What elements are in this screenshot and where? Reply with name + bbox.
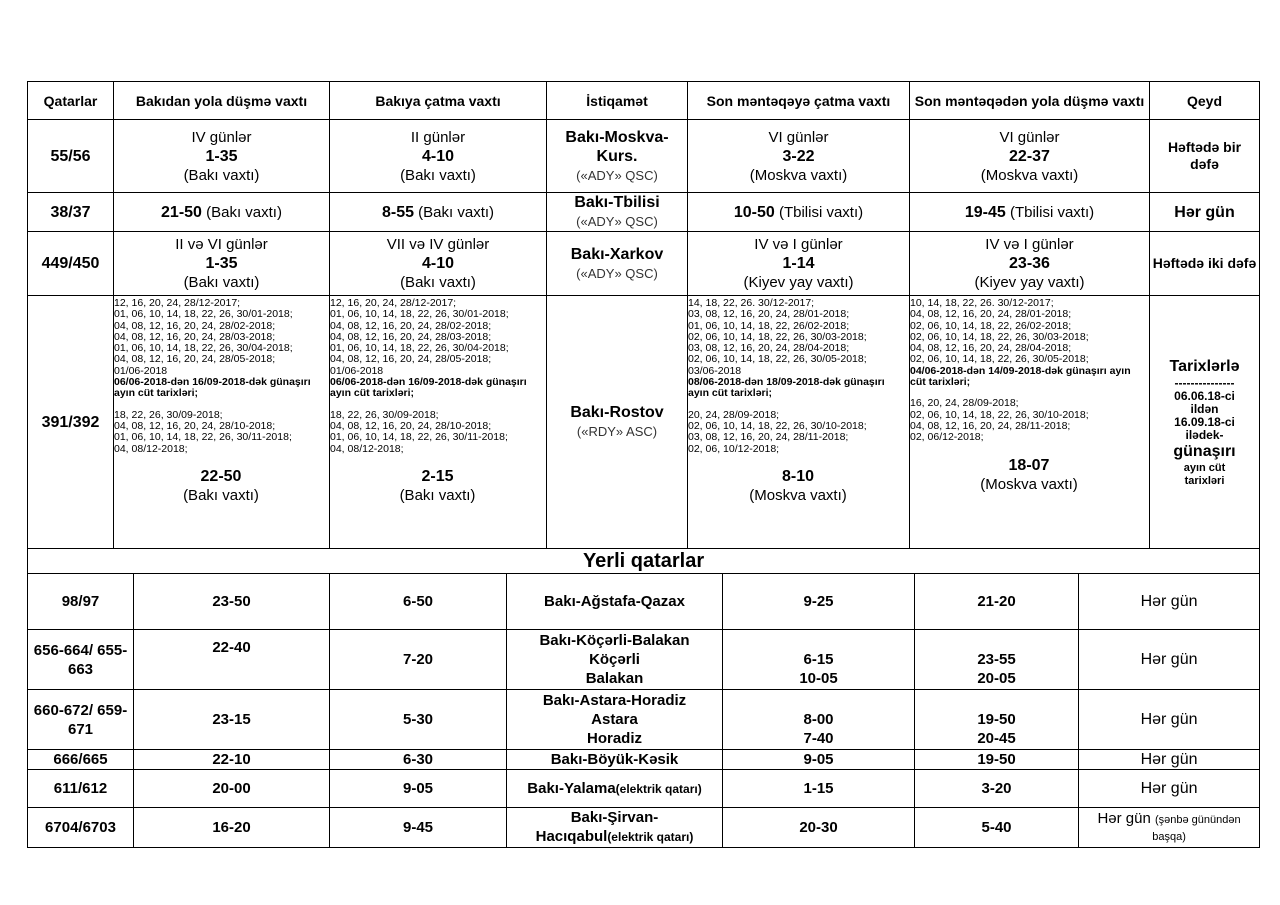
terminal-arrival-cell — [723, 630, 915, 690]
table-row — [28, 770, 1260, 808]
zone-text: (Tbilisi vaxtı) — [1009, 203, 1095, 221]
date-range-text: 04/06-2018-dən 14/09-2018-dək günaşırı ayın cüt tarixləri; — [910, 364, 1131, 389]
zone-text: (Bakı vaxtı) — [183, 486, 259, 504]
time-block — [688, 467, 908, 505]
note-line: 16.09.18-ci — [1174, 414, 1235, 429]
arrival-cell — [330, 193, 547, 232]
arrival-time: 6-50 — [330, 574, 507, 630]
note-cell: Hər gün — [1079, 630, 1260, 690]
date-line: 04, 08, 12, 16, 20, 24, 28/10-2018; — [330, 419, 492, 432]
note-line: ilədek- — [1185, 427, 1224, 442]
date-line: 12, 16, 20, 24, 28/12-2017; — [114, 297, 241, 309]
date-range-text: 06/06-2018-dən 16/09-2018-dək günaşırı ayın cüt tarixləri; — [330, 376, 527, 400]
date-line: 12, 16, 20, 24, 28/12-2017; — [330, 297, 457, 309]
direction-name: Bakı-Xarkov — [570, 245, 664, 263]
time-block — [330, 467, 545, 505]
departure-time: 20-00 — [134, 770, 330, 808]
date-line: 16, 20, 24, 28/09-2018; — [910, 397, 1019, 410]
time-text: 22-37 — [1009, 147, 1050, 165]
time-text: 19-45 — [964, 203, 1006, 221]
terminal-departure-dates-cell — [910, 296, 1150, 549]
note-line: tarixləri — [1184, 474, 1225, 487]
time-text: 8-00 — [803, 710, 834, 728]
date-line: 04, 08, 12, 16, 20, 24, 28/03-2018; — [114, 330, 276, 343]
direction-name: Bakı-Moskva-Kurs. — [565, 128, 669, 165]
note-cell: Hər gün — [1079, 574, 1260, 630]
date-line: 04, 08, 12, 16, 20, 24, 28/11-2018; — [910, 419, 1071, 432]
train-type: (elektrik qatarı) — [615, 781, 702, 796]
date-line: 02, 06, 10, 14, 18, 22, 26, 30/03-2018; — [910, 330, 1089, 343]
time-text: 3-22 — [782, 147, 815, 165]
header-departure-baku: Bakıdan yola düşmə vaxtı — [114, 82, 330, 120]
train-number: 391/392 — [28, 296, 114, 549]
time-text: 19-50 — [977, 710, 1016, 728]
departure-cell — [114, 193, 330, 232]
train-number: 656-664/ 655-663 — [28, 630, 134, 690]
date-line: 01/06-2018 — [330, 364, 384, 377]
note-line: 06.06.18-ci — [1174, 388, 1235, 403]
date-line: 04, 08, 12, 16, 20, 24, 28/01-2018; — [910, 308, 1072, 321]
train-number: 666/665 — [28, 750, 134, 770]
direction-cell — [507, 630, 723, 690]
date-line: 02, 06, 10, 14, 18, 22, 26, 30/05-2018; — [910, 353, 1089, 366]
time-block — [114, 467, 328, 505]
date-line: 03/06-2018 — [688, 364, 742, 377]
date-line: 20, 24, 28/09-2018; — [688, 408, 780, 421]
departure-time: 23-50 — [134, 574, 330, 630]
direction-cell — [507, 690, 723, 750]
departure-time: 22-10 — [134, 750, 330, 770]
date-line: 02, 06, 10, 14, 18, 22, 26, 30/10-2018; — [688, 419, 867, 432]
date-line: 01/06-2018 — [114, 364, 168, 377]
zone-text: (Moskva vaxtı) — [749, 486, 847, 504]
train-number: 98/97 — [28, 574, 134, 630]
time-text: 20-45 — [977, 729, 1016, 747]
departure-dates-cell — [114, 296, 330, 549]
terminal-arrival-cell — [688, 120, 910, 193]
terminal-departure-time: 21-20 — [915, 574, 1079, 630]
arrival-time: 6-30 — [330, 750, 507, 770]
time-block — [910, 456, 1148, 494]
direction-cell — [507, 770, 723, 808]
direction-cell — [547, 193, 688, 232]
date-line: 01, 06, 10, 14, 18, 22, 26, 30/01-2018; — [330, 308, 509, 321]
time-text: 21-50 — [161, 203, 202, 221]
zone-text: (Bakı vaxtı) — [183, 274, 260, 291]
train-number: 449/450 — [28, 232, 114, 296]
date-line: 14, 18, 22, 26. 30/12-2017; — [688, 297, 815, 309]
time-text: 10-50 — [733, 203, 775, 221]
note-cell: Hər gün — [1079, 770, 1260, 808]
note-line: günaşırı — [1173, 442, 1236, 460]
zone-text: (Tbilisi vaxtı) — [778, 203, 864, 221]
date-line: 01, 06, 10, 14, 18, 22, 26/02-2018; — [688, 319, 850, 332]
note-cell: Hər gün — [1079, 690, 1260, 750]
date-line: 02, 06, 10, 14, 18, 22, 26/02-2018; — [910, 319, 1072, 332]
terminal-arrival-time: 20-30 — [723, 808, 915, 848]
zone-text: (Kiyev yay vaxtı) — [974, 274, 1085, 291]
terminal-departure-time: 3-20 — [915, 770, 1079, 808]
zone-text: (Moskva vaxtı) — [980, 475, 1078, 493]
stop-name: Astara — [591, 711, 638, 728]
train-number: 660-672/ 659-671 — [28, 690, 134, 750]
header-arrival-baku: Bakıya çatma vaxtı — [330, 82, 547, 120]
days-text: VI günlər — [999, 128, 1060, 146]
direction-name: Bakı-Tbilisi — [574, 194, 660, 211]
days-text: IV və I günlər — [985, 236, 1074, 253]
arrival-dates-cell — [330, 296, 547, 549]
header-departure-terminal: Son məntəqədən yola düşmə vaxtı — [910, 82, 1150, 120]
date-line: 01, 06, 10, 14, 18, 22, 26, 30/11-2018; — [330, 431, 508, 444]
time-text: 1-35 — [205, 147, 238, 165]
note-detail: (şənbə günündən başqa) — [1152, 813, 1241, 843]
direction-cell — [547, 232, 688, 296]
time-text: 23-55 — [977, 650, 1016, 668]
date-line: 10, 14, 18, 22, 26. 30/12-2017; — [910, 297, 1054, 309]
arrival-time: 7-20 — [330, 630, 507, 690]
direction-cell — [507, 808, 723, 848]
timetable-sheet — [27, 81, 1259, 848]
date-line: 04, 08, 12, 16, 20, 24, 28/02-2018; — [114, 319, 276, 332]
header-row — [28, 82, 1260, 120]
note-cell: Hər gün — [1150, 193, 1260, 232]
arrival-time: 5-30 — [330, 690, 507, 750]
terminal-departure-cell — [915, 690, 1079, 750]
direction-name: Bakı-Rostov — [570, 404, 664, 421]
note-head: Tarixlərlə — [1169, 357, 1240, 375]
terminal-departure-time: 5-40 — [915, 808, 1079, 848]
stop-name: Balakan — [585, 670, 644, 687]
train-number: 55/56 — [28, 120, 114, 193]
header-trains: Qatarlar — [28, 82, 114, 120]
direction-name: Bakı-Şirvan- — [570, 809, 659, 826]
table-row — [28, 232, 1260, 296]
time-text: 7-40 — [803, 729, 834, 747]
train-number: 611/612 — [28, 770, 134, 808]
date-range-text: 06/06-2018-dən 16/09-2018-dək günaşırı ayın cüt tarixləri; — [114, 376, 311, 400]
date-line: 18, 22, 26, 30/09-2018; — [330, 408, 439, 421]
header-note: Qeyd — [1150, 82, 1260, 120]
header-direction: İstiqamət — [547, 82, 688, 120]
terminal-departure-cell — [910, 232, 1150, 296]
note-cell — [1150, 296, 1260, 549]
time-text: 1-35 — [205, 255, 238, 272]
table-row — [28, 750, 1260, 770]
zone-text: (Bakı vaxtı) — [418, 203, 495, 221]
date-line: 04, 08, 12, 16, 20, 24, 28/10-2018; — [114, 419, 276, 432]
terminal-arrival-cell — [688, 232, 910, 296]
date-line: 03, 08, 12, 16, 20, 24, 28/01-2018; — [688, 308, 850, 321]
operator-text: («ADY» QSC) — [576, 265, 658, 281]
date-line: 01, 06, 10, 14, 18, 22, 26, 30/04-2018; — [114, 342, 293, 355]
arrival-time: 9-45 — [330, 808, 507, 848]
note-cell — [1079, 808, 1260, 848]
table-row — [28, 574, 1260, 630]
date-line: 18, 22, 26, 30/09-2018; — [114, 408, 223, 421]
days-text: II günlər — [410, 128, 466, 146]
zone-text: (Bakı vaxtı) — [400, 166, 476, 184]
date-line: 04, 08, 12, 16, 20, 24, 28/02-2018; — [330, 319, 492, 332]
table-row — [28, 630, 1260, 690]
date-line: 02, 06, 10/12-2018; — [688, 442, 780, 455]
date-line: 03, 08, 12, 16, 20, 24, 28/11-2018; — [688, 431, 849, 444]
date-line: 02, 06, 10, 14, 18, 22, 26, 30/05-2018; — [688, 353, 867, 366]
direction-name: Hacıqabul — [535, 828, 608, 845]
arrival-cell — [330, 232, 547, 296]
header-arrival-terminal: Son məntəqəyə çatma vaxtı — [688, 82, 910, 120]
date-line: 04, 08, 12, 16, 20, 24, 28/03-2018; — [330, 330, 492, 343]
departure-cell — [114, 232, 330, 296]
time-text: 8-10 — [781, 467, 815, 485]
train-number: 38/37 — [28, 193, 114, 232]
date-line: 02, 06/12-2018; — [910, 431, 984, 444]
direction-name: Bakı-Astara-Horadiz — [542, 692, 687, 709]
zone-text: (Moskva vaxtı) — [749, 166, 848, 184]
operator-text: («ADY» QSC) — [576, 214, 658, 229]
section-row — [28, 549, 1260, 574]
time-text: 2-15 — [421, 467, 454, 485]
time-text: 4-10 — [421, 255, 455, 272]
operator-text: («RDY» ASC) — [576, 424, 658, 439]
terminal-departure-cell — [910, 193, 1150, 232]
time-text: 20-05 — [977, 669, 1016, 687]
time-text: 23-36 — [1009, 255, 1050, 272]
date-line: 01, 06, 10, 14, 18, 22, 26, 30/04-2018; — [330, 342, 509, 355]
time-text: 22-50 — [200, 467, 242, 485]
date-line: 03, 08, 12, 16, 20, 24, 28/04-2018; — [688, 342, 850, 355]
terminal-departure-cell — [915, 630, 1079, 690]
direction-cell — [547, 296, 688, 549]
date-line: 02, 06, 10, 14, 18, 22, 26, 30/03-2018; — [688, 330, 867, 343]
departure-time: 22-40 — [134, 630, 330, 690]
date-line: 04, 08, 12, 16, 20, 24, 28/05-2018; — [114, 353, 276, 366]
table-row — [28, 808, 1260, 848]
stop-name: Köçərli — [589, 651, 640, 668]
zone-text: (Moskva vaxtı) — [980, 166, 1079, 184]
arrival-cell — [330, 120, 547, 193]
note-line: ayın cüt — [1183, 461, 1226, 474]
international-trains-table — [27, 81, 1260, 549]
note-divider: --------------- — [1174, 375, 1235, 390]
note-cell: Həftədə bir dəfə — [1150, 120, 1260, 193]
date-line: 04, 08, 12, 16, 20, 24, 28/05-2018; — [330, 353, 492, 366]
zone-text: (Bakı vaxtı) — [206, 203, 282, 221]
table-row — [28, 296, 1260, 549]
terminal-arrival-time: 9-25 — [723, 574, 915, 630]
note-cell: Həftədə iki dəfə — [1150, 232, 1260, 296]
days-text: IV günlər — [191, 128, 252, 146]
arrival-time: 9-05 — [330, 770, 507, 808]
direction-name: Bakı-Yalama — [527, 779, 616, 797]
note-line: ildən — [1190, 401, 1219, 416]
time-text: 4-10 — [421, 147, 455, 165]
note-cell: Hər gün — [1079, 750, 1260, 770]
time-text: 1-14 — [782, 255, 815, 272]
days-text: VII və IV günlər — [386, 236, 490, 253]
days-text: II və VI günlər — [175, 236, 268, 253]
terminal-arrival-dates-cell — [688, 296, 910, 549]
table-row — [28, 193, 1260, 232]
date-line: 01, 06, 10, 14, 18, 22, 26, 30/01-2018; — [114, 308, 293, 321]
direction-cell — [547, 120, 688, 193]
time-text: 8-55 — [381, 203, 414, 221]
stop-name: Horadiz — [586, 730, 642, 747]
days-text: IV və I günlər — [754, 236, 843, 253]
direction-name: Bakı-Böyük-Kəsik — [507, 750, 723, 770]
time-text: 10-05 — [799, 669, 838, 687]
date-line: 01, 06, 10, 14, 18, 22, 26, 30/11-2018; — [114, 431, 292, 444]
operator-text: («ADY» QSC) — [576, 167, 658, 183]
zone-text: (Bakı vaxtı) — [399, 486, 476, 504]
table-row — [28, 120, 1260, 193]
terminal-arrival-cell — [723, 690, 915, 750]
train-type: (elektrik qatarı) — [607, 830, 694, 844]
zone-text: (Bakı vaxtı) — [183, 166, 260, 184]
train-number: 6704/6703 — [28, 808, 134, 848]
time-text: 6-15 — [803, 650, 834, 668]
terminal-departure-time: 19-50 — [915, 750, 1079, 770]
direction-name: Bakı-Köçərli-Balakan — [539, 632, 690, 649]
date-line: 04, 08/12-2018; — [330, 442, 404, 455]
table-row — [28, 690, 1260, 750]
terminal-arrival-time: 1-15 — [723, 770, 915, 808]
local-trains-title: Yerli qatarlar — [28, 549, 1260, 574]
departure-cell — [114, 120, 330, 193]
departure-time: 16-20 — [134, 808, 330, 848]
local-trains-table — [27, 548, 1260, 848]
terminal-arrival-time: 9-05 — [723, 750, 915, 770]
time-text: 18-07 — [1008, 456, 1050, 474]
date-line: 04, 08/12-2018; — [114, 442, 188, 455]
terminal-arrival-cell — [688, 193, 910, 232]
date-line: 02, 06, 10, 14, 18, 22, 26, 30/10-2018; — [910, 408, 1089, 421]
direction-name: Bakı-Ağstafa-Qazax — [507, 574, 723, 630]
days-text: VI günlər — [768, 128, 829, 146]
note-text: Hər gün — [1097, 809, 1151, 827]
date-line: 04, 08, 12, 16, 20, 24, 28/04-2018; — [910, 342, 1072, 355]
departure-time: 23-15 — [134, 690, 330, 750]
zone-text: (Kiyev yay vaxtı) — [743, 274, 854, 291]
zone-text: (Bakı vaxtı) — [400, 274, 476, 291]
date-range-text: 08/06-2018-dən 18/09-2018-dək günaşırı ayın cüt tarixləri; — [688, 376, 885, 400]
terminal-departure-cell — [910, 120, 1150, 193]
